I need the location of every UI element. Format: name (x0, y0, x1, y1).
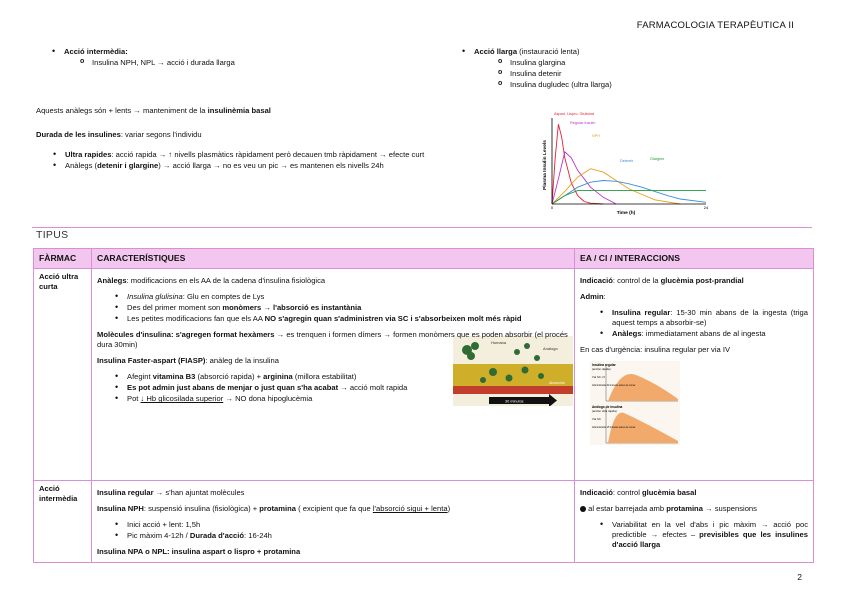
bold-text: Insulina NPH (97, 504, 144, 514)
top-right-section (462, 46, 802, 90)
paragraph (97, 547, 569, 557)
y-axis-label: Plasma Insulin Levels (543, 140, 548, 190)
mini-route: Vía SC (592, 417, 601, 422)
mini-sub: (acción rápida) (592, 367, 611, 372)
list-item (600, 329, 808, 339)
table-header-ea: EA / CI / INTERACCIONS (575, 249, 814, 269)
series-label-3: Detemir (620, 159, 634, 163)
mini-title: Análogo de insulina (592, 405, 623, 410)
bold-text: Insulina NPA o NPL: insulina aspart o lispro + protamina (97, 547, 301, 557)
paragraph (580, 488, 808, 498)
text: → s'han ajuntat molècules (153, 488, 245, 498)
top-left-section (52, 46, 432, 69)
list-item (115, 303, 569, 313)
illus-label-absorcio: Absorción (549, 381, 565, 386)
list-item (600, 520, 808, 550)
italic-text: Insulina glulisina (127, 292, 183, 302)
page-header-title: FARMACOLOGIA TERAPÈUTICA II (636, 20, 794, 31)
text: Des del primer moment son (127, 303, 223, 313)
bold-text: vitamina B3 (152, 372, 196, 382)
list-item (498, 69, 802, 79)
series-label-0: Aspart, Lispro, Glulisina (554, 112, 595, 116)
mini-note: Administrarla 30 minutos antes de comer (592, 384, 636, 388)
bold-text: Insulina regular (97, 488, 154, 498)
underlined-text: ↓ Hb glicosilada superior (140, 394, 224, 404)
bold-text: Durada d'acció (189, 531, 245, 541)
series-line-2 (552, 169, 680, 204)
tipus-label: TIPUS (36, 229, 69, 241)
bold-text: Molècules d'insulina: (97, 330, 176, 340)
paragraph: En cas d'urgència: insulina regular per via IV (580, 345, 731, 355)
text: Afegint (127, 372, 153, 382)
bold-text: Anàlegs (97, 276, 127, 286)
text: : 15-30 min abans de la ingesta (triga aquest temps a absorbir-se) (612, 308, 809, 328)
table-header-row (34, 249, 814, 269)
bold-text: Es pot admin just abans de menjar o just quan s'ha acabat (127, 383, 339, 393)
list-item-text: Insulina NPH, NPL → acció i durada llarga (92, 57, 235, 67)
mini-note: Administrarla 15 minutos antes de comer (592, 426, 636, 430)
text: → acció molt rapida (338, 383, 408, 393)
list-item (53, 161, 531, 171)
text: ( excipient que fa que (296, 504, 373, 514)
bullet-pre: Anàlegs ( (65, 160, 98, 170)
text: → (261, 303, 274, 313)
paragraph (97, 488, 569, 498)
text: Inici acció + lent: 1,5h (127, 520, 201, 530)
bold-text: Indicació (580, 276, 613, 286)
list-item-text: Insulina glargina (510, 57, 566, 67)
text: ) (447, 504, 451, 514)
drug-intermedia: Acció intermèdia (34, 481, 92, 563)
list-item-text: Insulina detenir (510, 68, 562, 78)
analegs-prefix: Aquests anàlegs són + lents → manteniment de la (36, 106, 208, 115)
text: : immediatament abans de al ingesta (641, 329, 766, 339)
bold-text: Admin (580, 292, 604, 302)
bullet-bold: Ultra rapides (65, 149, 112, 159)
list-item (498, 80, 802, 90)
text: : 16-24h (244, 531, 272, 541)
bold-text: Indicació (580, 488, 613, 498)
table-row (34, 269, 814, 481)
list-item (115, 292, 569, 302)
text: : anàleg de la insulina (205, 356, 279, 366)
mini-title: Insulina regular (592, 363, 616, 368)
bold-text: l'absorció es instantània (273, 303, 362, 313)
table-header-caracteristiques: CARACTERÍSTIQUES (92, 249, 575, 269)
illus-label-minuts: 30 minutos (505, 399, 524, 404)
text: : control de la (612, 276, 661, 286)
text: Variabilitat en la vel d'abs i pic màxim → acció poc predictible → efectes – (612, 520, 808, 540)
insulin-levels-chart (540, 110, 710, 218)
text: (absorció rapida) + (195, 372, 264, 382)
text: → suspensions (702, 504, 757, 514)
text: : modificacions en els AA de la cadena d'insulina fisiològica (126, 276, 326, 286)
text: : Glu en comptes de Lys (182, 292, 265, 302)
x-tick-label: 24 (703, 205, 709, 210)
bold-text: Insulina regular (612, 308, 671, 318)
paragraph: Admin: (580, 292, 606, 302)
drug-ultra-curta: Acció ultra curta (34, 269, 92, 481)
chart-series-group (552, 124, 706, 204)
text: Les petites modificacions fan que els AA (127, 314, 265, 324)
text: Pot (127, 394, 141, 404)
cell-caracteristiques-ultra (92, 269, 575, 481)
bold-text: protamina (259, 504, 297, 514)
admin-timing-chart (590, 361, 680, 445)
paragraph (97, 504, 569, 514)
table-row (34, 481, 814, 563)
bullet-text: : acció rapida → ↑ nivells plasmàtics ràpidament però decauen tmb ràpidament → efecte curt (111, 149, 425, 159)
bold-text: Insulina Faster-aspart (FIASP) (97, 356, 206, 366)
list-item (80, 58, 432, 68)
analegs-paragraph (36, 106, 516, 116)
page-number: 2 (797, 571, 802, 582)
series-label-1: Regular Insulin (570, 121, 596, 125)
text: (millora estabilitat) (292, 372, 357, 382)
bold-text: Anàlegs (612, 329, 642, 339)
bullet-bold: detenir i glargine (97, 160, 159, 170)
cell-ea-ultra (575, 269, 814, 481)
list-item (115, 383, 569, 393)
series-line-1 (552, 152, 616, 204)
list-item (115, 372, 569, 382)
heading-accio-intermedia: Acció intermèdia: (64, 47, 128, 56)
underlined-text: l'absorció sigui + lenta (372, 504, 448, 514)
table-header-farmac: FÀRMAC (34, 249, 92, 269)
durada-rest: : variar segons l'individu (120, 130, 202, 139)
list-item (115, 520, 569, 530)
paragraph (97, 276, 569, 286)
heading-suffix: (instauració lenta) (517, 47, 580, 56)
list-item (462, 47, 802, 89)
text: : suspensió insulina (fisiològica) + (143, 504, 260, 514)
durada-section (36, 130, 531, 172)
bold-text: glucèmia basal (642, 488, 697, 498)
series-line-4 (552, 191, 706, 204)
tipus-divider (32, 227, 812, 228)
mini-sub: (acción ultra rápida) (592, 409, 617, 414)
text: → NO dona hipoglucèmia (223, 394, 313, 404)
heading-accio-llarga: Acció llarga (474, 47, 518, 56)
bold-text: arginina (263, 372, 293, 382)
bold-text: previsibles que les insulines d'acció llarga (612, 530, 808, 550)
tipus-table (33, 248, 814, 563)
bold-text: s'agregen format hexàmers (175, 330, 275, 340)
list-item-text: Insulina dugludec (ultra llarga) (510, 79, 612, 89)
cell-caracteristiques-intermedia (92, 481, 575, 563)
bold-text: glucèmia post-prandial (660, 276, 744, 286)
list-item (53, 150, 531, 160)
series-label-2: NPH (592, 134, 601, 138)
x-tick-label: 0 (550, 205, 554, 210)
series-line-3 (552, 181, 706, 205)
list-item (52, 47, 432, 68)
bullet-text: ) → acció llarga → no es veu un pic → es mantenen els nivells 24h (158, 160, 384, 170)
text: al estar barrejada amb (586, 504, 667, 514)
paragraph (580, 504, 808, 514)
illus-label-analeg: Anàlogo (543, 346, 558, 352)
bold-text: NO s'agregin quan s'administren via SC i s'absorbeixen molt més ràpid (264, 314, 522, 324)
text: Pic màxim 4-12h / (127, 531, 190, 541)
list-item (498, 58, 802, 68)
text: : control (612, 488, 643, 498)
series-label-4: Glargine (650, 157, 665, 161)
list-item (115, 314, 569, 324)
cell-ea-intermedia (575, 481, 814, 563)
bold-text: monòmers (222, 303, 262, 313)
durada-bold: Durada de les insulines (36, 130, 121, 139)
illus-label-humana: Humana (491, 340, 507, 346)
analegs-bold: insulinèmia basal (207, 106, 271, 115)
list-item (115, 394, 569, 404)
paragraph (580, 276, 808, 286)
mini-route: Vía SC, IV (592, 375, 606, 380)
chart-series-labels (554, 112, 664, 163)
bold-text: protamina (666, 504, 703, 514)
text: → es trenquen i formen dímers → formen monòmers que es poden absorbir (el procés dura 30min) (97, 330, 568, 350)
x-axis-label: Time (h) (616, 211, 636, 216)
list-item (600, 308, 808, 328)
list-item (115, 531, 569, 541)
durada-heading (36, 130, 531, 140)
